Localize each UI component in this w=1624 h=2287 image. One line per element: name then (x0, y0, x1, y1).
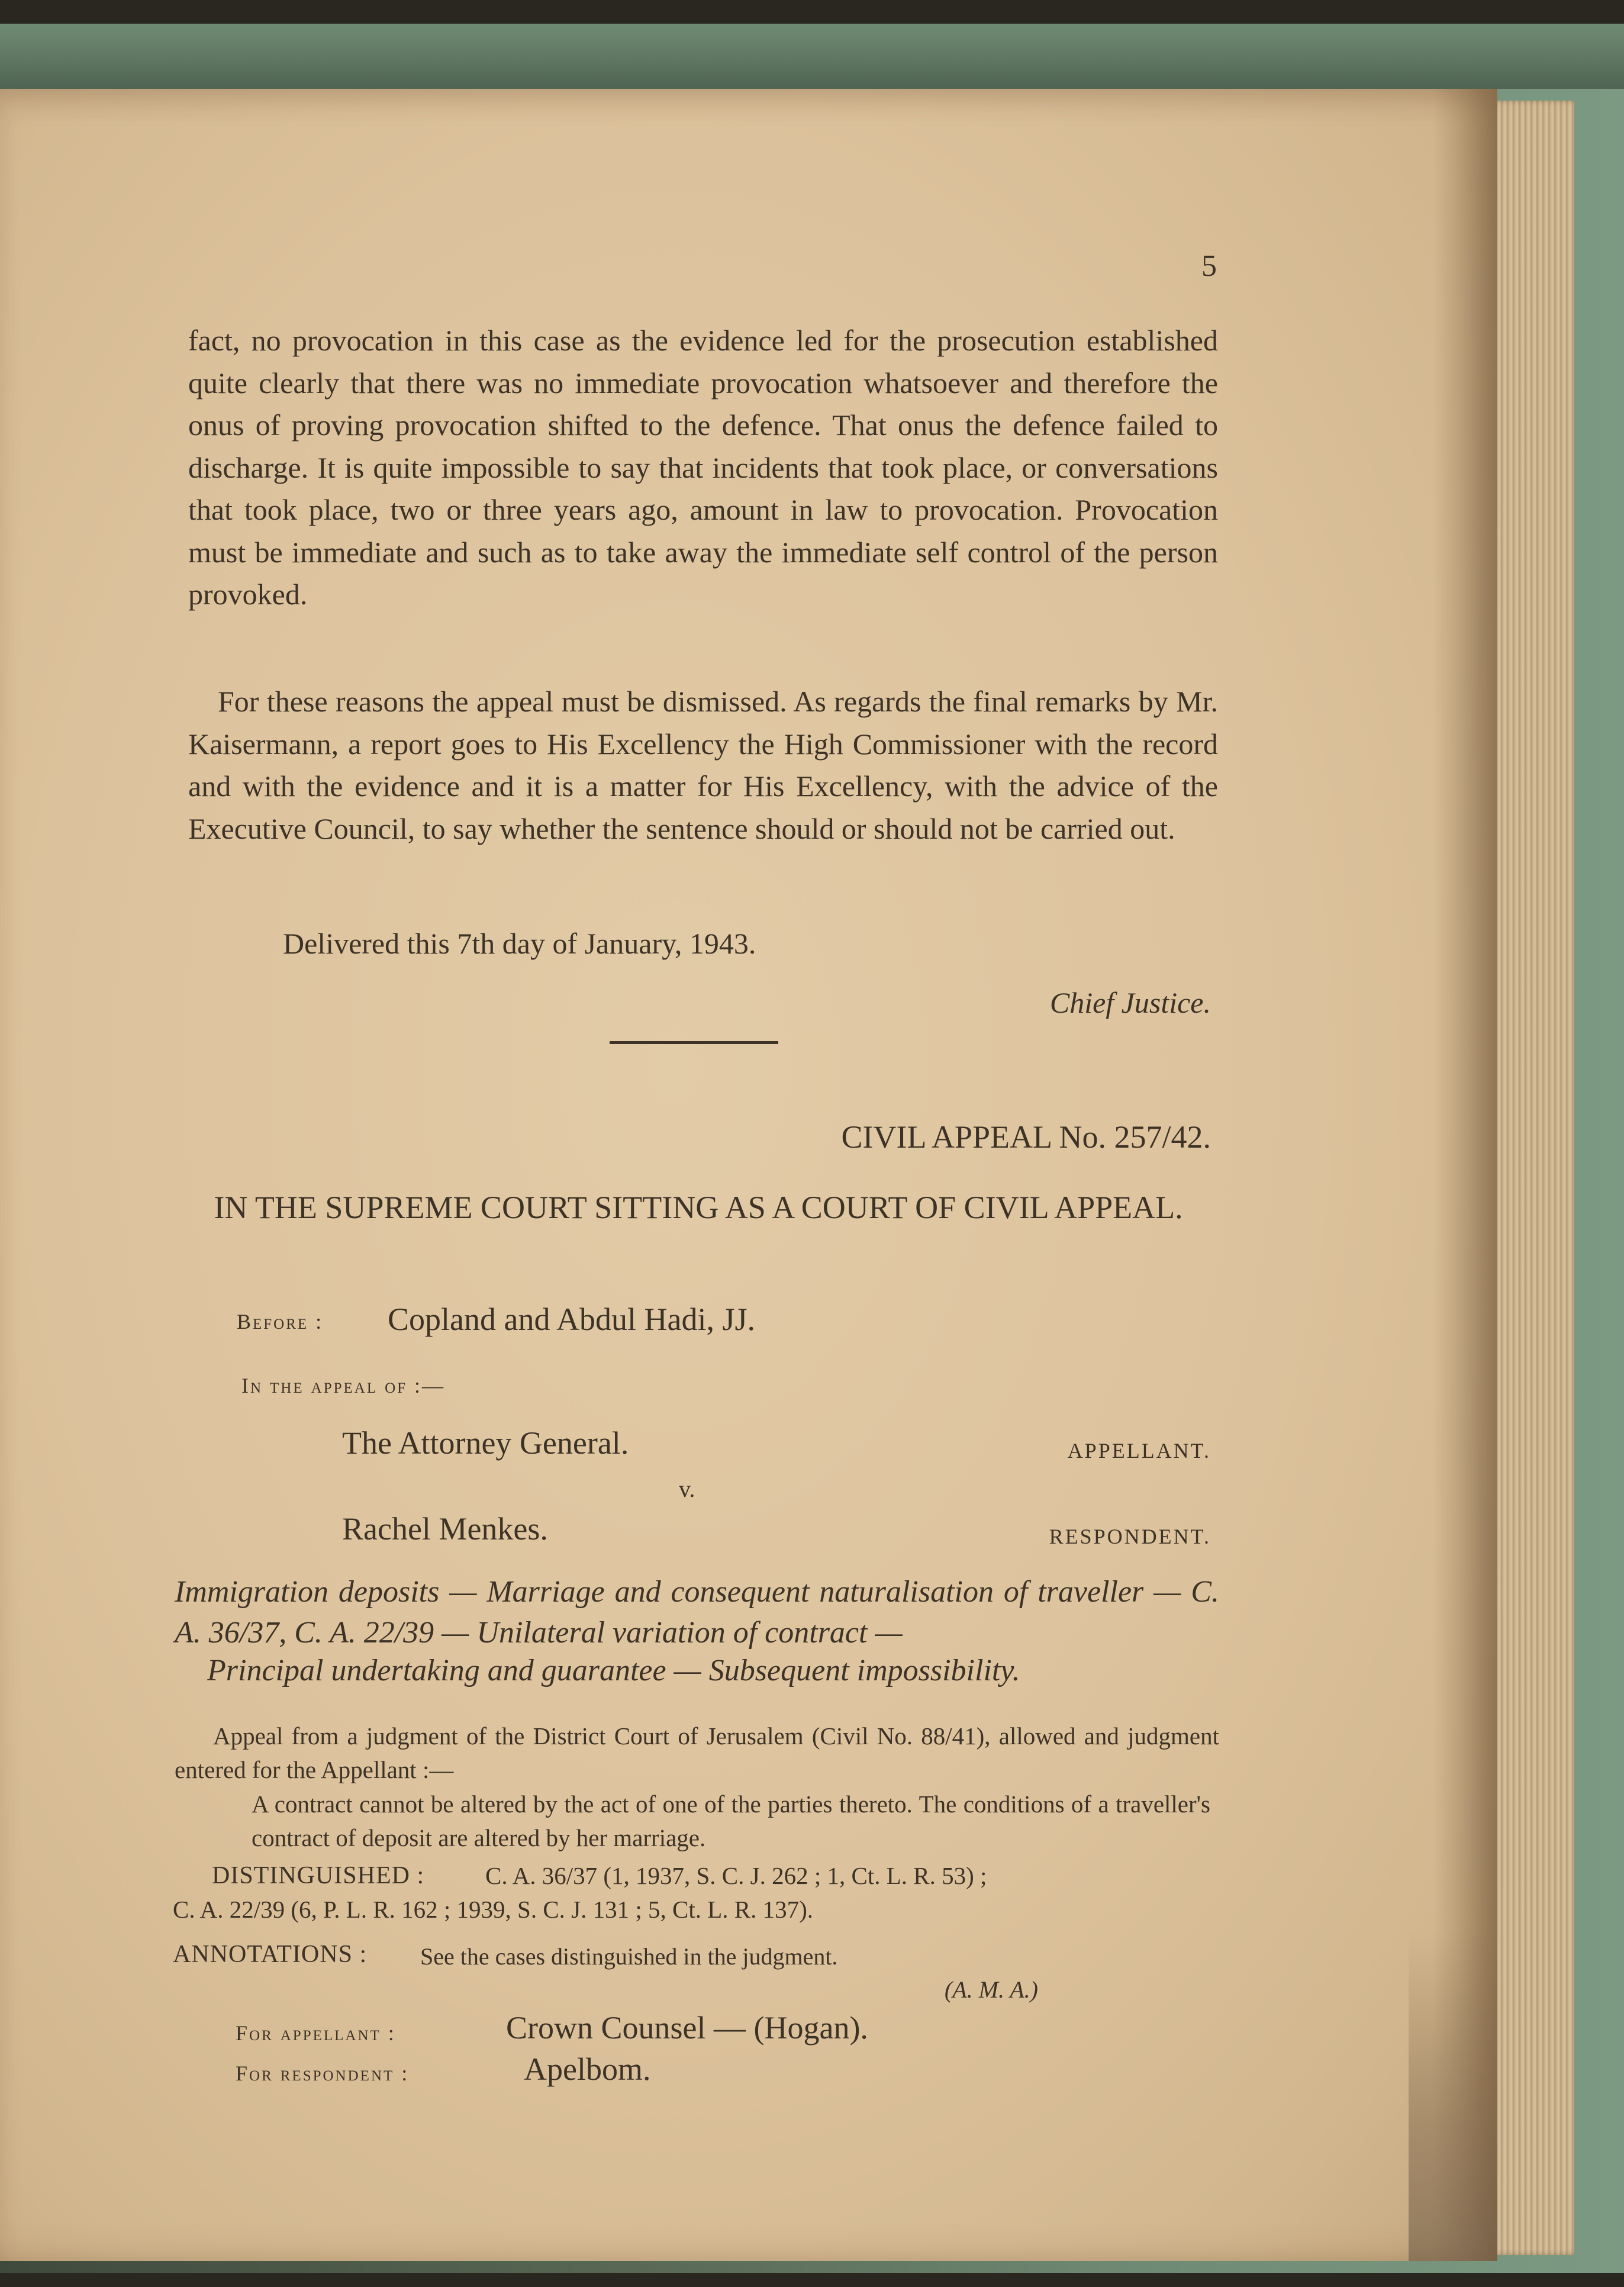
signature: Chief Justice. (1049, 986, 1211, 1019)
appellant-counsel: Crown Counsel — (Hogan). (506, 2010, 868, 2046)
holding: A contract cannot be altered by the act of one of the parties thereto. The conditions of a traveller's contract of deposit are altered by her marriage. (252, 1790, 1210, 1851)
distinguished-citation-1: C. A. 36/37 (1, 1937, S. C. J. 262 ; 1, Ct. L. R. 53) ; (485, 1862, 987, 1889)
appellant-role: APPELLANT. (1067, 1439, 1211, 1463)
page-number: 5 (1201, 249, 1217, 283)
respondent-name: Rachel Menkes. (342, 1511, 548, 1547)
respondent-counsel-label: For respondent : (236, 2061, 410, 2085)
distinguished-citation-2: C. A. 22/39 (6, P. L. R. 162 ; 1939, S. C. J. 131 ; 5, Ct. L. R. 137). (173, 1896, 814, 1923)
book-cover-top-edge (0, 24, 1624, 89)
judgment-paragraph-2: For these reasons the appeal must be dismissed. As regards the final remarks by Mr. Kaisermann, a report goes to His Excellency the High Commissioner with the record and with the evidence and it is a matter for His Excellency, with the advice of the Executive Council, to say whether the sentence should or should not be carried out. (188, 685, 1218, 845)
annotations-label: ANNOTATIONS : (173, 1941, 368, 1968)
page-stain (1409, 1930, 1497, 2261)
before-label: Before : (237, 1310, 324, 1333)
versus: v. (679, 1476, 695, 1502)
respondent-role: RESPONDENT. (1049, 1525, 1211, 1548)
court-heading: IN THE SUPREME COURT SITTING AS A COURT OF CIVIL APPEAL. (214, 1190, 1183, 1225)
headnote-last-line: Principal undertaking and guarantee — Subsequent impossibility. (207, 1654, 1020, 1687)
appellant-counsel-label: For appellant : (236, 2021, 396, 2045)
appeal-from: Appeal from a judgment of the District Court of Jerusalem (Civil No. 88/41), allowed and judgment entered for the Appellant :— (175, 1722, 1219, 1783)
respondent-counsel: Apelbom. (524, 2051, 651, 2087)
case-number: CIVIL APPEAL No. 257/42. (841, 1119, 1211, 1155)
headnote: Immigration deposits — Marriage and consequent naturalisation of traveller — C. A. 36/37, C. A. 22/39 — Unilateral variation of contract — (175, 1575, 1219, 1650)
before-judges: Copland and Abdul Hadi, JJ. (388, 1302, 755, 1337)
appellant-name: The Attorney General. (342, 1425, 629, 1461)
delivered-date: Delivered this 7th day of January, 1943. (283, 927, 756, 960)
section-divider (610, 1041, 778, 1044)
distinguished-label: DISTINGUISHED : (212, 1862, 425, 1889)
annotations-value: See the cases distinguished in the judgment. (420, 1943, 838, 1970)
document-page (0, 89, 1497, 2261)
editor-initials: (A. M. A.) (944, 1976, 1038, 2003)
judgment-paragraph-1: fact, no provocation in this case as the evidence led for the prosecution established quite clearly that there was no immediate provocation whatsoever and therefore the onus of proving provocation shifted to the defence. That onus the defence failed to discharge. It is quite impossible to say that incidents that took place, or conversations that took place, two or three years ago, amount in law to provocation. Provocation must be immediate and such as to take away the immediate self control of the person provoked. (188, 324, 1218, 611)
appeal-of-label: In the appeal of :— (241, 1374, 446, 1397)
